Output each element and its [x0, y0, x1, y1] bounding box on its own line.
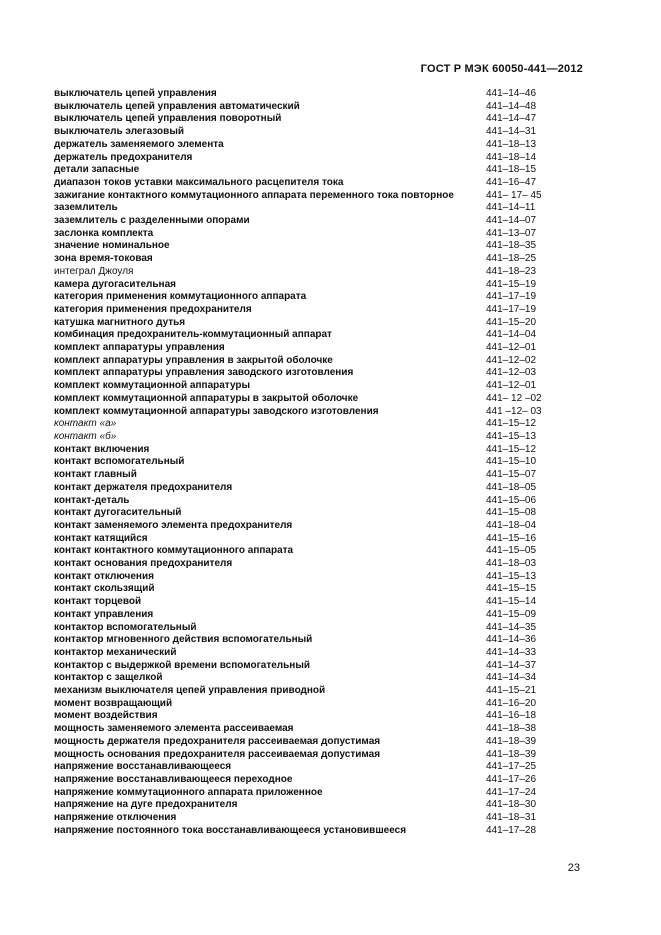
index-code: 441–14–07	[486, 215, 537, 227]
index-entry	[54, 571, 546, 584]
index-code: 441–12–01	[486, 380, 537, 392]
index-term: контакт дугогасительный	[54, 507, 182, 519]
index-term: катушка магнитного дутья	[54, 316, 186, 328]
index-term: напряжение коммутационного аппарата приложенное	[54, 786, 323, 798]
index-entry	[54, 685, 546, 698]
index-entry	[54, 596, 546, 609]
index-term: комплект аппаратуры управления	[54, 342, 225, 354]
index-term: выключатель элегазовый	[54, 126, 184, 138]
index-code: 441–18–14	[486, 151, 537, 163]
index-code: 441 –12– 03	[486, 405, 542, 417]
index-entry	[54, 215, 546, 228]
index-code: 441–15–15	[486, 583, 537, 595]
index-term: детали запасные	[54, 164, 140, 176]
index-code: 441–15–06	[486, 494, 537, 506]
index-entry	[54, 355, 546, 368]
index-entry	[54, 482, 546, 495]
index-code: 441–18–39	[486, 735, 537, 747]
index-term: напряжение постоянного тока восстанавливающееся установившееся	[54, 824, 407, 836]
index-term: контакт держателя предохранителя	[54, 481, 233, 493]
index-code: 441–18–05	[486, 481, 537, 493]
index-entry	[54, 342, 546, 355]
index-code: 441–14–47	[486, 113, 537, 125]
index-code: 441–15–20	[486, 316, 537, 328]
index-entry	[54, 393, 546, 406]
index-code: 441–15–12	[486, 418, 537, 430]
index-entry	[54, 304, 546, 317]
document-header: ГОСТ Р МЭК 60050-441—2012	[420, 63, 583, 75]
index-term: комплект коммутационной аппаратуры заводского изготовления	[54, 405, 379, 417]
index-term: держатель заменяемого элемента	[54, 138, 224, 150]
index-entry	[54, 558, 546, 571]
index-code: 441–15–13	[486, 570, 537, 582]
index-entry	[54, 190, 546, 203]
index-entry	[54, 253, 546, 266]
index-term: контактор с выдержкой времени вспомогательный	[54, 659, 311, 671]
index-code: 441–14–35	[486, 621, 537, 633]
index-entry	[54, 825, 546, 838]
index-code: 441–15–12	[486, 443, 537, 455]
index-term: напряжение восстанавливающееся	[54, 761, 232, 773]
index-entry	[54, 520, 546, 533]
index-entry	[54, 88, 546, 101]
index-entry	[54, 660, 546, 673]
index-code: 441–18–25	[486, 253, 537, 265]
index-entry	[54, 240, 546, 253]
index-term: механизм выключателя цепей управления приводной	[54, 685, 326, 697]
index-term: контакт катящийся	[54, 532, 148, 544]
index-entry	[54, 266, 546, 279]
index-entry	[54, 406, 546, 419]
index-entry	[54, 329, 546, 342]
index-entry	[54, 101, 546, 114]
index-term: зона время-токовая	[54, 253, 153, 265]
index-code: 441–14–04	[486, 329, 537, 341]
index-code: 441–18–13	[486, 138, 537, 150]
index-entry	[54, 469, 546, 482]
index-entry	[54, 431, 546, 444]
index-term: комплект аппаратуры управления заводского изготовления	[54, 367, 354, 379]
index-term: контакт заменяемого элемента предохранителя	[54, 519, 293, 531]
index-code: 441–18–03	[486, 558, 537, 570]
index-entry	[54, 723, 546, 736]
index-code: 441–12–02	[486, 354, 537, 366]
index-code: 441–18–15	[486, 164, 537, 176]
index-entry	[54, 812, 546, 825]
index-code: 441–14–34	[486, 672, 537, 684]
index-code: 441–18–31	[486, 812, 537, 824]
index-code: 441–15–08	[486, 507, 537, 519]
index-term: контакт главный	[54, 469, 137, 481]
index-term: контакт вспомогательный	[54, 456, 185, 468]
index-entry	[54, 787, 546, 800]
index-code: 441–15–19	[486, 278, 537, 290]
index-entry	[54, 139, 546, 152]
index-term: диапазон токов уставки максимального расцепителя тока	[54, 176, 344, 188]
index-term: мощность заменяемого элемента рассеиваемая	[54, 723, 294, 735]
index-term: камера дугогасительная	[54, 278, 176, 290]
index-entry	[54, 533, 546, 546]
index-code: 441–18–23	[486, 265, 537, 277]
index-code: 441–15–16	[486, 532, 537, 544]
index-code: 441–14–36	[486, 634, 537, 646]
index-entry	[54, 444, 546, 457]
index-entry	[54, 456, 546, 469]
index-code: 441–17–24	[486, 786, 537, 798]
index-entry	[54, 749, 546, 762]
index-entry	[54, 761, 546, 774]
index-code: 441–18–39	[486, 748, 537, 760]
index-entry	[54, 583, 546, 596]
index-term: контакт-деталь	[54, 494, 130, 506]
index-term: контактор вспомогательный	[54, 621, 197, 633]
index-entry	[54, 774, 546, 787]
index-code: 441–15–05	[486, 545, 537, 557]
index-entry	[54, 380, 546, 393]
index-entry	[54, 799, 546, 812]
index-code: 441–18–38	[486, 723, 537, 735]
index-code: 441–17–25	[486, 761, 537, 773]
index-term: момент возвращающий	[54, 697, 173, 709]
index-entry	[54, 609, 546, 622]
index-code: 441–16–47	[486, 176, 537, 188]
index-entry	[54, 177, 546, 190]
index-term: контакт управления	[54, 608, 154, 620]
index-term: момент воздействия	[54, 710, 158, 722]
page-number: 23	[567, 862, 580, 874]
index-term: напряжение на дуге предохранителя	[54, 799, 238, 811]
index-entry	[54, 152, 546, 165]
index-entry	[54, 126, 546, 139]
index-term: напряжение восстанавливающееся переходное	[54, 773, 293, 785]
index-term: комплект коммутационной аппаратуры в закрытой оболочке	[54, 392, 359, 404]
index-code: 441–18–30	[486, 799, 537, 811]
index-term: комбинация предохранитель-коммутационный аппарат	[54, 329, 332, 341]
index-term: значение номинальное	[54, 240, 170, 252]
index-code: 441–14–11	[486, 202, 536, 214]
index-term: категория применения коммутационного аппарата	[54, 291, 307, 303]
index-code: 441–18–04	[486, 519, 537, 531]
index-term: комплект коммутационной аппаратуры	[54, 380, 251, 392]
index-term: категория применения предохранителя	[54, 303, 252, 315]
index-entry	[54, 634, 546, 647]
index-code: 441–14–31	[486, 126, 537, 138]
term-index-list	[54, 88, 546, 837]
index-entry	[54, 507, 546, 520]
index-code: 441–18–35	[486, 240, 537, 252]
index-code: 441–14–33	[486, 646, 537, 658]
index-entry	[54, 279, 546, 292]
index-code: 441–12–01	[486, 342, 537, 354]
index-code: 441–17–19	[486, 291, 537, 303]
index-term: контакт включения	[54, 443, 150, 455]
index-term: контакт «б»	[54, 430, 117, 442]
index-entry	[54, 113, 546, 126]
index-entry	[54, 545, 546, 558]
index-code: 441–14–37	[486, 659, 537, 671]
index-term: выключатель цепей управления	[54, 88, 217, 99]
index-term: комплект аппаратуры управления в закрытой оболочке	[54, 354, 333, 366]
index-term: мощность держателя предохранителя рассеиваемая допустимая	[54, 735, 381, 747]
index-code: 441–14–48	[486, 100, 537, 112]
index-code: 441–14–46	[486, 88, 537, 99]
index-term: держатель предохранителя	[54, 151, 193, 163]
index-entry	[54, 164, 546, 177]
index-entry	[54, 228, 546, 241]
index-term: контакт скользящий	[54, 583, 155, 595]
index-entry	[54, 495, 546, 508]
index-term: зажигание контактного коммутационного аппарата переменного тока повторное	[54, 189, 454, 201]
index-term: контакт торцевой	[54, 596, 142, 608]
index-code: 441–15–13	[486, 430, 537, 442]
index-code: 441–16–20	[486, 697, 537, 709]
index-term: мощность основания предохранителя рассеиваемая допустимая	[54, 748, 381, 760]
index-entry	[54, 291, 546, 304]
index-code: 441–15–21	[486, 685, 537, 697]
index-code: 441– 17– 45	[486, 189, 542, 201]
index-term: контакт отключения	[54, 570, 154, 582]
index-code: 441–15–14	[486, 596, 537, 608]
index-term: интеграл Джоуля	[54, 265, 134, 277]
index-code: 441–16–18	[486, 710, 537, 722]
index-entry	[54, 418, 546, 431]
index-entry	[54, 736, 546, 749]
index-term: контакт основания предохранителя	[54, 558, 233, 570]
index-term: контактор с защелкой	[54, 672, 163, 684]
index-code: 441–12–03	[486, 367, 537, 379]
index-term: заслонка комплекта	[54, 227, 154, 239]
index-term: напряжение отключения	[54, 812, 177, 824]
index-term: контакт контактного коммутационного аппарата	[54, 545, 294, 557]
index-term: контактор механический	[54, 646, 177, 658]
index-term: выключатель цепей управления поворотный	[54, 113, 282, 125]
index-code: 441–13–07	[486, 227, 537, 239]
index-code: 441–17–19	[486, 303, 537, 315]
index-code: 441– 12 –02	[486, 392, 542, 404]
index-code: 441–15–09	[486, 608, 537, 620]
index-entry	[54, 622, 546, 635]
index-entry	[54, 698, 546, 711]
index-term: заземлитель	[54, 202, 118, 214]
index-entry	[54, 202, 546, 215]
index-entry	[54, 672, 546, 685]
index-code: 441–15–10	[486, 456, 537, 468]
index-term: заземлитель с разделенными опорами	[54, 215, 250, 227]
index-entry	[54, 367, 546, 380]
index-code: 441–17–28	[486, 824, 537, 836]
index-term: выключатель цепей управления автоматический	[54, 100, 300, 112]
index-code: 441–15–07	[486, 469, 537, 481]
index-term: контактор мгновенного действия вспомогательный	[54, 634, 313, 646]
index-entry	[54, 710, 546, 723]
index-code: 441–17–26	[486, 773, 537, 785]
index-entry	[54, 317, 546, 330]
index-entry	[54, 647, 546, 660]
index-term: контакт «а»	[54, 418, 117, 430]
